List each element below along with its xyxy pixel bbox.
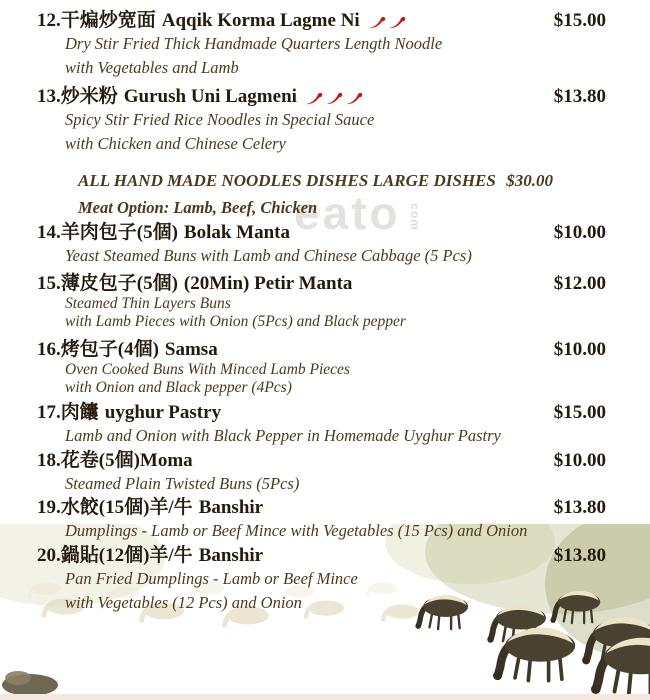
menu-item-title-row <box>0 497 650 519</box>
item-name-zh: 炒米粉 <box>60 86 118 107</box>
menu-item-14 <box>0 222 650 268</box>
item-name-zh: 水餃(15個)羊/牛 <box>60 497 193 518</box>
note-row <box>0 169 650 220</box>
watermark-text: eato <box>294 187 401 239</box>
note-title-row <box>0 169 650 193</box>
item-name-en: Samsa <box>164 339 218 360</box>
menu-item-20 <box>0 545 650 615</box>
menu-item-13 <box>0 86 650 156</box>
item-name-en: Banshir <box>198 545 264 566</box>
note-price: $30.00 <box>506 171 553 190</box>
menu-item-19 <box>0 497 650 543</box>
chili-icon <box>345 90 364 105</box>
menu-item-title-row <box>0 222 650 244</box>
item-number: 20. <box>37 545 61 566</box>
menu-item-title-row <box>0 402 650 424</box>
item-number: 17. <box>37 402 61 423</box>
chili-icon <box>368 14 387 29</box>
note-subtext: Meat Option: Lamb, Beef, Chicken <box>78 198 318 217</box>
item-description: with Lamb Pieces with Onion (5Pcs) and Black pepper <box>65 313 406 330</box>
chili-icon <box>325 90 344 105</box>
menu-item-15 <box>0 273 650 331</box>
item-price: $15.00 <box>553 402 606 423</box>
item-description: Oven Cooked Buns With Minced Lamb Pieces <box>65 361 350 378</box>
item-price: $13.80 <box>553 545 606 566</box>
item-name-en: uyghur Pastry <box>104 402 222 423</box>
item-name-zh: 干煸炒宽面 <box>60 10 156 31</box>
item-description: Pan Fried Dumplings - Lamb or Beef Mince <box>65 569 358 588</box>
item-description: Lamb and Onion with Black Pepper in Homemade Uyghur Pastry <box>65 426 501 445</box>
menu-item-title-row <box>0 10 650 32</box>
item-description: with Chicken and Chinese Celery <box>65 134 286 153</box>
menu-item-16 <box>0 339 650 397</box>
item-name-zh: 肉饢 <box>60 402 99 423</box>
item-description: Dumplings - Lamb or Beef Mince with Vegetables (15 Pcs) and Onion <box>65 521 528 540</box>
item-description: Spicy Stir Fried Rice Noodles in Special Sauce <box>65 110 375 129</box>
item-price: $13.80 <box>553 497 606 518</box>
item-name-zh: 羊肉包子(5個) <box>60 222 178 243</box>
menu-item-title-row <box>0 450 650 472</box>
item-number: 12. <box>37 10 61 31</box>
item-description: Dry Stir Fried Thick Handmade Quarters Length Noodle <box>65 34 443 53</box>
chili-icon <box>305 90 324 105</box>
chili-icons <box>305 90 364 105</box>
chili-icon <box>388 14 407 29</box>
item-price: $10.00 <box>553 450 606 471</box>
item-number: 15. <box>37 273 61 294</box>
item-price: $12.00 <box>553 273 606 294</box>
item-number: 18. <box>37 450 61 471</box>
item-description: with Vegetables and Lamb <box>65 58 239 77</box>
item-number: 14. <box>37 222 61 243</box>
bottom-strip <box>0 694 650 700</box>
item-price: $13.80 <box>553 86 606 107</box>
item-name-zh: 花卷(5個) <box>60 450 140 471</box>
item-name-en: Gurush Uni Lagmeni <box>123 86 297 107</box>
item-name-en: Moma <box>139 450 193 471</box>
item-name-zh: 烤包子(4個) <box>60 339 159 360</box>
item-description: Yeast Steamed Buns with Lamb and Chinese Cabbage (5 Pcs) <box>65 246 472 265</box>
menu-item-title-row <box>0 545 650 567</box>
watermark-suffix: com <box>407 203 422 231</box>
item-description: with Vegetables (12 Pcs) and Onion <box>65 593 302 612</box>
item-description: Steamed Thin Layers Buns <box>65 295 231 312</box>
item-price: $10.00 <box>553 222 606 243</box>
menu-item-title-row <box>0 339 650 361</box>
chili-icons <box>368 14 407 29</box>
item-number: 13. <box>37 86 61 107</box>
item-description: Steamed Plain Twisted Buns (5Pcs) <box>65 474 300 493</box>
item-name-zh: 薄皮包子(5個) <box>60 273 178 294</box>
item-name-en: (20Min) Petir Manta <box>183 273 353 294</box>
item-price: $15.00 <box>553 10 606 31</box>
note-text: ALL HAND MADE NOODLES DISHES LARGE DISHES <box>78 171 496 190</box>
menu-item-18 <box>0 450 650 496</box>
menu-item-title-row <box>0 273 650 295</box>
menu-item-17 <box>0 402 650 448</box>
item-number: 16. <box>37 339 61 360</box>
menu-item-12 <box>0 10 650 80</box>
item-name-zh: 鍋貼(12個)羊/牛 <box>60 545 193 566</box>
item-price: $10.00 <box>553 339 606 360</box>
menu-item-title-row <box>0 86 650 108</box>
item-description: with Onion and Black pepper (4Pcs) <box>65 379 292 396</box>
item-number: 19. <box>37 497 61 518</box>
item-name-en: Bolak Manta <box>183 222 291 243</box>
item-name-en: Banshir <box>198 497 264 518</box>
item-name-en: Aqqik Korma Lagme Ni <box>161 10 360 31</box>
rock <box>2 671 58 696</box>
